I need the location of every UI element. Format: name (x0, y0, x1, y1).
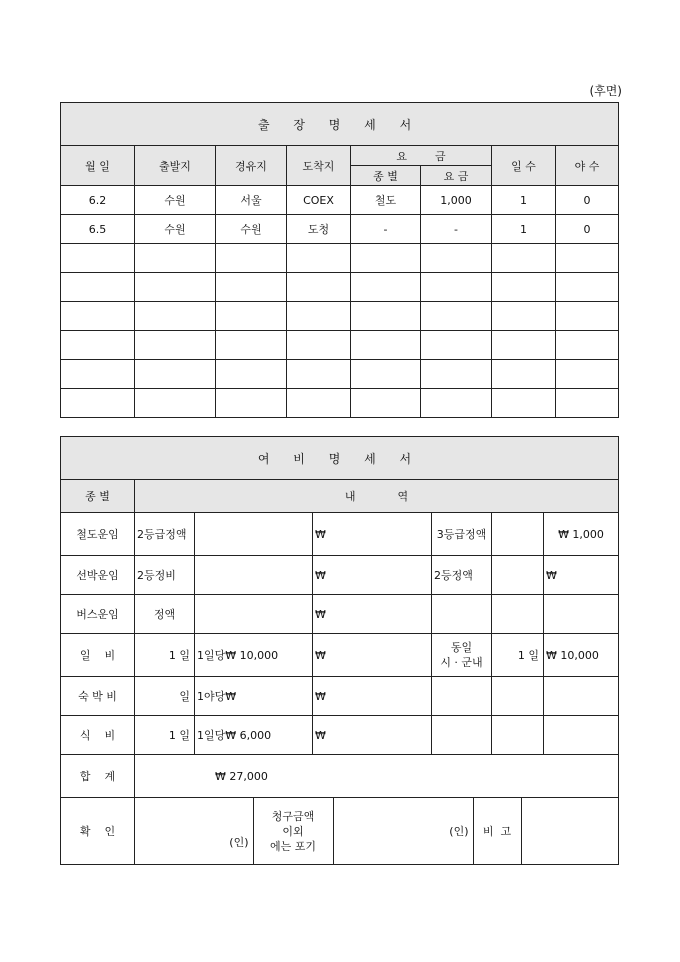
ship-grade: 2등정비 (135, 556, 195, 595)
trip-cell-fare-amount (421, 389, 492, 418)
trip-cell-fare-type (351, 360, 421, 389)
trip-cell-arrival (287, 273, 351, 302)
trip-cell-via: 수원 (216, 215, 287, 244)
bus-label: 버스운임 (61, 595, 135, 634)
trip-cell-month-day (61, 360, 135, 389)
trip-cell-arrival (287, 244, 351, 273)
header-fare: 요 금 (351, 146, 492, 166)
claim-line1: 청구금액 (271, 809, 315, 823)
header-days: 일 수 (492, 146, 556, 186)
meal-rate: 1일당₩ 6,000 (195, 716, 313, 755)
lodging-label: 숙 박 비 (61, 677, 135, 716)
confirm-claim (253, 798, 333, 864)
sum-total: ₩ 27,000 (135, 755, 619, 798)
claim-line2: 이외 (282, 824, 304, 838)
row-rail (61, 513, 619, 556)
ship-total: ₩ (544, 556, 619, 595)
trip-cell-month-day (61, 244, 135, 273)
trip-cell-month-day (61, 389, 135, 418)
trip-cell-arrival (287, 331, 351, 360)
trip-cell-via (216, 302, 287, 331)
meal-days: 1 일 (135, 716, 195, 755)
trip-cell-departure (135, 302, 216, 331)
lodging-rate: 1야당₩ (195, 677, 313, 716)
trip-cell-fare-type: 철도 (351, 186, 421, 215)
row-sum (61, 755, 619, 798)
daily-label: 일 비 (61, 634, 135, 677)
header-month-day: 월 일 (61, 146, 135, 186)
trip-cell-departure (135, 331, 216, 360)
trip-row (61, 360, 619, 389)
page-side-label: (후면) (589, 84, 622, 98)
trip-cell-days: 1 (492, 186, 556, 215)
confirm-label: 확 인 (61, 798, 135, 865)
trip-title: 출 장 명 세 서 (61, 103, 619, 146)
meal-label: 식 비 (61, 716, 135, 755)
ship-grade2: 2등정액 (432, 556, 492, 595)
rail-grade: 2등급정액 (135, 513, 195, 556)
trip-rows (61, 186, 619, 418)
trip-row (61, 186, 619, 215)
trip-cell-fare-amount (421, 244, 492, 273)
trip-row (61, 389, 619, 418)
trip-cell-fare-type: - (351, 215, 421, 244)
trip-cell-via (216, 360, 287, 389)
header-departure: 출발지 (135, 146, 216, 186)
trip-cell-nights (556, 360, 619, 389)
trip-cell-departure: 수원 (135, 186, 216, 215)
trip-cell-fare-amount: 1,000 (421, 186, 492, 215)
trip-cell-nights: 0 (556, 186, 619, 215)
trip-cell-days (492, 331, 556, 360)
header-detail: 내 역 (135, 480, 619, 513)
trip-cell-departure (135, 360, 216, 389)
daily-total: ₩ 10,000 (544, 634, 619, 677)
trip-cell-via (216, 331, 287, 360)
trip-cell-month-day (61, 331, 135, 360)
same-city-line1: 동일 (450, 641, 473, 654)
trip-cell-nights: 0 (556, 215, 619, 244)
trip-cell-nights (556, 302, 619, 331)
expense-title: 여 비 명 세 서 (61, 437, 619, 480)
trip-cell-departure (135, 273, 216, 302)
trip-cell-arrival: COEX (287, 186, 351, 215)
ship-label: 선박운임 (61, 556, 135, 595)
trip-cell-arrival (287, 360, 351, 389)
trip-row (61, 331, 619, 360)
header-fare-type: 종 별 (351, 166, 421, 186)
trip-cell-nights (556, 244, 619, 273)
rail-grade3: 3등급정액 (432, 513, 492, 556)
trip-cell-month-day: 6.5 (61, 215, 135, 244)
rail-label: 철도운임 (61, 513, 135, 556)
lodging-days: 일 (135, 677, 195, 716)
trip-cell-via (216, 389, 287, 418)
claim-line3: 에는 포기 (269, 839, 316, 853)
trip-cell-arrival (287, 389, 351, 418)
header-via: 경유지 (216, 146, 287, 186)
remark-value (521, 798, 618, 864)
trip-cell-fare-type (351, 244, 421, 273)
daily-days2: 1 일 (492, 634, 544, 677)
meal-won: ₩ (313, 716, 432, 755)
trip-cell-arrival: 도청 (287, 215, 351, 244)
daily-days: 1 일 (135, 634, 195, 677)
row-bus (61, 595, 619, 634)
trip-cell-departure (135, 389, 216, 418)
trip-cell-days (492, 302, 556, 331)
bus-won: ₩ (313, 595, 432, 634)
confirm-inner (135, 798, 618, 864)
daily-same-city (432, 634, 492, 677)
trip-cell-days: 1 (492, 215, 556, 244)
trip-cell-via (216, 273, 287, 302)
trip-detail-table (60, 102, 619, 418)
trip-cell-via (216, 244, 287, 273)
trip-cell-departure: 수원 (135, 215, 216, 244)
trip-cell-fare-amount (421, 302, 492, 331)
trip-cell-fare-amount (421, 273, 492, 302)
trip-row (61, 244, 619, 273)
trip-cell-fare-amount (421, 331, 492, 360)
rail-total: ₩ 1,000 (544, 513, 619, 556)
trip-row (61, 302, 619, 331)
trip-cell-fare-amount: - (421, 215, 492, 244)
trip-cell-nights (556, 331, 619, 360)
trip-cell-days (492, 389, 556, 418)
trip-row (61, 273, 619, 302)
trip-cell-via: 서울 (216, 186, 287, 215)
trip-row (61, 215, 619, 244)
trip-cell-days (492, 360, 556, 389)
trip-cell-nights (556, 389, 619, 418)
rail-won: ₩ (313, 513, 432, 556)
trip-cell-fare-type (351, 389, 421, 418)
trip-cell-fare-type (351, 273, 421, 302)
daily-won: ₩ (313, 634, 432, 677)
trip-cell-month-day (61, 273, 135, 302)
sum-label: 합 계 (61, 755, 135, 798)
trip-cell-fare-type (351, 302, 421, 331)
trip-cell-fare-type (351, 331, 421, 360)
header-type: 종 별 (61, 480, 135, 513)
trip-cell-month-day: 6.2 (61, 186, 135, 215)
expense-detail-table (60, 436, 619, 865)
trip-cell-days (492, 273, 556, 302)
row-ship (61, 556, 619, 595)
trip-cell-days (492, 244, 556, 273)
remark-label: 비 고 (473, 798, 521, 864)
row-meal (61, 716, 619, 755)
trip-cell-month-day (61, 302, 135, 331)
trip-cell-nights (556, 273, 619, 302)
trip-cell-departure (135, 244, 216, 273)
header-nights: 야 수 (556, 146, 619, 186)
trip-cell-fare-amount (421, 360, 492, 389)
row-confirm (61, 798, 619, 865)
row-lodging (61, 677, 619, 716)
lodging-won: ₩ (313, 677, 432, 716)
daily-rate: 1일당₩ 10,000 (195, 634, 313, 677)
confirm-seal2: (인) (333, 798, 473, 864)
header-arrival: 도착지 (287, 146, 351, 186)
row-daily (61, 634, 619, 677)
header-fare-amount: 요 금 (421, 166, 492, 186)
bus-grade: 정액 (135, 595, 195, 634)
trip-cell-arrival (287, 302, 351, 331)
confirm-seal: (인) (135, 798, 253, 864)
same-city-line2: 시 · 군내 (440, 656, 483, 669)
ship-won: ₩ (313, 556, 432, 595)
